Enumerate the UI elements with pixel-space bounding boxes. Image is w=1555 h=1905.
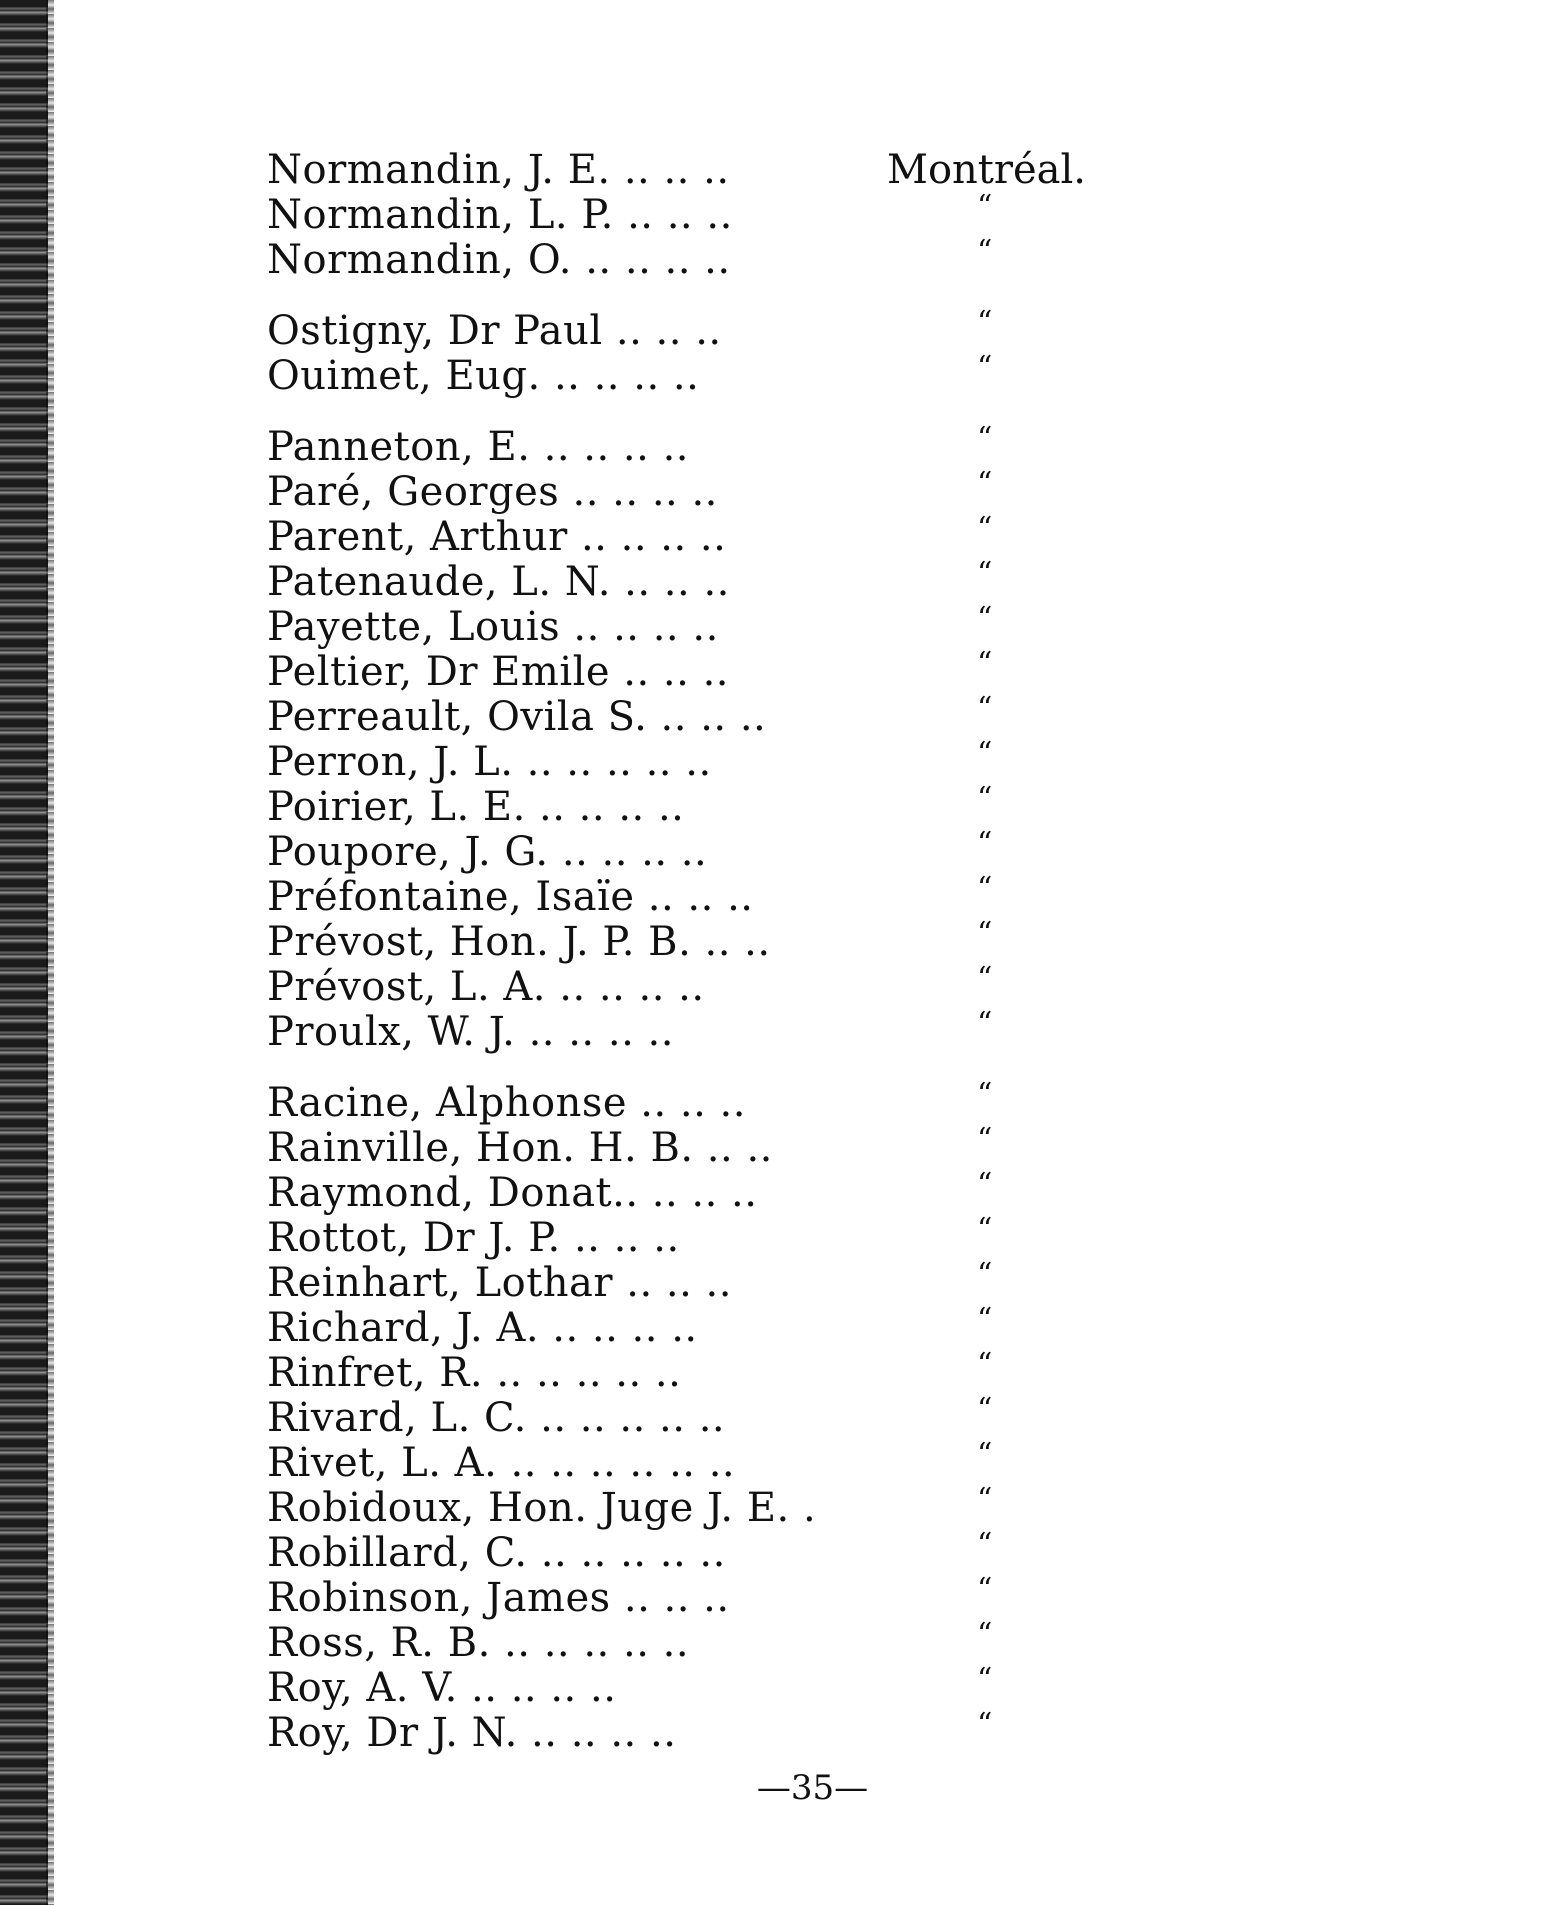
list-item xyxy=(267,1437,1167,1486)
list-item xyxy=(267,234,1167,283)
entry-name: Prévost, L. A. .. .. .. .. xyxy=(267,964,705,1010)
ditto-mark: “ xyxy=(977,781,993,816)
ditto-mark: “ xyxy=(977,1482,993,1517)
list-item xyxy=(267,781,1167,830)
ditto-mark: “ xyxy=(977,1167,993,1202)
list-item xyxy=(267,1302,1167,1351)
list-item xyxy=(267,466,1167,515)
list-item xyxy=(267,305,1167,354)
entry-name: Rivet, L. A. .. .. .. .. .. .. xyxy=(267,1440,736,1486)
ditto-mark: “ xyxy=(977,826,993,861)
list-item xyxy=(267,601,1167,650)
list-item xyxy=(267,1617,1167,1666)
ditto-mark: “ xyxy=(977,189,993,224)
entry-name: Rinfret, R. .. .. .. .. .. xyxy=(267,1350,682,1396)
entry-name: Proulx, W. J. .. .. .. .. xyxy=(267,1009,674,1055)
entry-name: Ross, R. B. .. .. .. .. .. xyxy=(267,1620,690,1666)
entry-name: Normandin, O. .. .. .. .. xyxy=(267,237,731,283)
ditto-mark: “ xyxy=(977,1662,993,1697)
entry-name: Panneton, E. .. .. .. .. xyxy=(267,424,689,470)
entry-name: Robillard, C. .. .. .. .. .. xyxy=(267,1530,726,1576)
entry-name: Ostigny, Dr Paul .. .. .. xyxy=(267,308,722,354)
ditto-mark: “ xyxy=(977,466,993,501)
list-item xyxy=(267,961,1167,1010)
entry-name: Reinhart, Lothar .. .. .. xyxy=(267,1260,732,1306)
list-item xyxy=(267,1662,1167,1711)
ditto-mark: “ xyxy=(977,1392,993,1427)
ditto-mark: “ xyxy=(977,916,993,951)
ditto-mark: “ xyxy=(977,601,993,636)
list-item xyxy=(267,1572,1167,1621)
ditto-mark: “ xyxy=(977,1077,993,1112)
entry-name: Paré, Georges .. .. .. .. xyxy=(267,469,718,515)
list-item xyxy=(267,736,1167,785)
ditto-mark: “ xyxy=(977,961,993,996)
ditto-mark: “ xyxy=(977,556,993,591)
entry-place: Montréal. xyxy=(887,147,1087,193)
entry-name: Préfontaine, Isaïe .. .. .. xyxy=(267,874,754,920)
list-item xyxy=(267,148,1167,193)
ditto-mark: “ xyxy=(977,646,993,681)
list-item xyxy=(267,826,1167,875)
list-item xyxy=(267,916,1167,965)
ditto-mark: “ xyxy=(977,1707,993,1742)
ditto-mark: “ xyxy=(977,736,993,771)
list-item xyxy=(267,556,1167,605)
entry-name: Roy, Dr J. N. .. .. .. .. xyxy=(267,1710,677,1756)
ditto-mark: “ xyxy=(977,1437,993,1472)
list-item xyxy=(267,646,1167,695)
entry-name: Rivard, L. C. .. .. .. .. .. xyxy=(267,1395,726,1441)
ditto-mark: “ xyxy=(977,1257,993,1292)
entry-name: Prévost, Hon. J. P. B. .. .. xyxy=(267,919,771,965)
binding-edge xyxy=(0,0,48,1905)
entry-name: Raymond, Donat.. .. .. .. xyxy=(267,1170,758,1216)
entry-name: Poirier, L. E. .. .. .. .. xyxy=(267,784,685,830)
page-number: —35— xyxy=(756,1768,869,1808)
list-item xyxy=(267,1527,1167,1576)
list-item xyxy=(267,511,1167,560)
entry-name: Normandin, L. P. .. .. .. xyxy=(267,192,733,238)
ditto-mark: “ xyxy=(977,1122,993,1157)
ditto-mark: “ xyxy=(977,1572,993,1607)
ditto-mark: “ xyxy=(977,511,993,546)
name-listing xyxy=(267,148,1167,1756)
ditto-mark: “ xyxy=(977,1212,993,1247)
entry-name: Richard, J. A. .. .. .. .. xyxy=(267,1305,698,1351)
ditto-mark: “ xyxy=(977,234,993,269)
list-item xyxy=(267,1167,1167,1216)
list-item xyxy=(267,1347,1167,1396)
entry-name: Rottot, Dr J. P. .. .. .. xyxy=(267,1215,680,1261)
list-item xyxy=(267,1392,1167,1441)
list-item xyxy=(267,350,1167,399)
ditto-mark: “ xyxy=(977,350,993,385)
entry-name: Robinson, James .. .. .. xyxy=(267,1575,730,1621)
entry-name: Racine, Alphonse .. .. .. xyxy=(267,1080,746,1126)
list-item xyxy=(267,1212,1167,1261)
entry-name: Payette, Louis .. .. .. .. xyxy=(267,604,719,650)
ditto-mark: “ xyxy=(977,1527,993,1562)
entry-name: Rainville, Hon. H. B. .. .. xyxy=(267,1125,773,1171)
entry-name: Normandin, J. E. .. .. .. xyxy=(267,147,730,193)
list-item xyxy=(267,691,1167,740)
list-item xyxy=(267,1707,1167,1756)
list-item xyxy=(267,421,1167,470)
ditto-mark: “ xyxy=(977,871,993,906)
entry-name: Perron, J. L. .. .. .. .. .. xyxy=(267,739,712,785)
ditto-mark: “ xyxy=(977,1347,993,1382)
list-item xyxy=(267,1482,1167,1531)
list-item xyxy=(267,1257,1167,1306)
entry-name: Poupore, J. G. .. .. .. .. xyxy=(267,829,708,875)
ditto-mark: “ xyxy=(977,305,993,340)
entry-name: Patenaude, L. N. .. .. .. xyxy=(267,559,730,605)
list-item xyxy=(267,1077,1167,1126)
ditto-mark: “ xyxy=(977,1006,993,1041)
entry-name: Robidoux, Hon. Juge J. E. . xyxy=(267,1485,817,1531)
entry-name: Perreault, Ovila S. .. .. .. xyxy=(267,694,767,740)
list-item xyxy=(267,1006,1167,1055)
entry-name: Roy, A. V. .. .. .. .. xyxy=(267,1665,617,1711)
list-item xyxy=(267,189,1167,238)
entry-name: Ouimet, Eug. .. .. .. .. xyxy=(267,353,700,399)
entry-name: Peltier, Dr Emile .. .. .. xyxy=(267,649,730,695)
ditto-mark: “ xyxy=(977,421,993,456)
entry-name: Parent, Arthur .. .. .. .. xyxy=(267,514,727,560)
ditto-mark: “ xyxy=(977,691,993,726)
list-item xyxy=(267,1122,1167,1171)
ditto-mark: “ xyxy=(977,1617,993,1652)
list-item xyxy=(267,871,1167,920)
ditto-mark: “ xyxy=(977,1302,993,1337)
